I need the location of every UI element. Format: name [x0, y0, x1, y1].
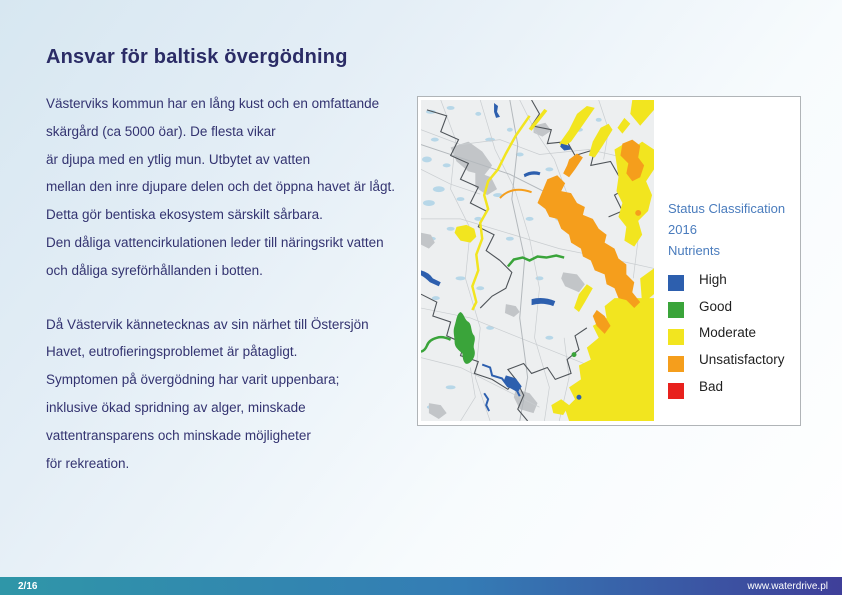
text-line: Den dåliga vattencirkulationen leder till näringsrikt vatten — [46, 234, 384, 250]
status-map-panel — [417, 96, 801, 426]
website-url: www.waterdrive.pl — [747, 580, 828, 592]
body-text — [46, 90, 436, 477]
text-line: Symptomen på övergödning har varit uppenbara; — [46, 372, 340, 388]
footer-bar — [0, 577, 842, 595]
legend-title-line: Status Classification — [668, 201, 786, 216]
legend-label: High — [699, 271, 727, 287]
text-line: Havet, eutrofieringsproblemet är påtagligt. — [46, 344, 298, 360]
legend-item-unsatisfactory — [668, 350, 800, 377]
legend-item-high — [668, 270, 800, 297]
bad-swatch — [668, 383, 684, 399]
legend-items — [668, 270, 800, 404]
legend-label: Bad — [699, 379, 724, 395]
legend-item-moderate — [668, 324, 800, 351]
legend-item-bad — [668, 377, 800, 404]
legend-title — [668, 198, 800, 261]
good-swatch — [668, 302, 684, 318]
legend-label: Good — [699, 298, 733, 314]
vastervik-status-map — [421, 100, 654, 421]
slide-title: Ansvar för baltisk övergödning — [46, 46, 348, 68]
text-line: skärgård (ca 5000 öar). De flesta vikar — [46, 123, 276, 139]
map-legend — [668, 198, 800, 404]
legend-label: Moderate — [699, 325, 757, 341]
text-line: mellan den inre djupare delen och det öppna havet är lågt. — [46, 179, 395, 195]
unsatisfactory-swatch — [668, 356, 684, 372]
paragraph-2 — [46, 311, 436, 478]
page-number: 2/16 — [18, 580, 38, 592]
text-line: är djupa med en ytlig mun. Utbytet av vatten — [46, 151, 311, 167]
text-line: Västerviks kommun har en lång kust och en omfattande — [46, 96, 380, 111]
moderate-swatch — [668, 329, 684, 345]
text-line: inklusive ökad spridning av alger, minskade — [46, 399, 306, 415]
legend-item-good — [668, 297, 800, 324]
high-swatch — [668, 275, 684, 291]
legend-label: Unsatisfactory — [699, 352, 785, 368]
paragraph-1 — [46, 90, 436, 285]
legend-title-line: 2016 — [668, 222, 697, 237]
text-line: och dåliga syreförhållanden i botten. — [46, 262, 263, 278]
text-line: vattentransparens och minskade möjligheter — [46, 427, 311, 443]
text-line: för rekreation. — [46, 455, 130, 471]
text-line: Detta gör bentiska ekosystem särskilt sårbara. — [46, 207, 323, 223]
legend-title-line: Nutrients — [668, 243, 721, 258]
text-line: Då Västervik kännetecknas av sin närhet till Östersjön — [46, 316, 369, 332]
